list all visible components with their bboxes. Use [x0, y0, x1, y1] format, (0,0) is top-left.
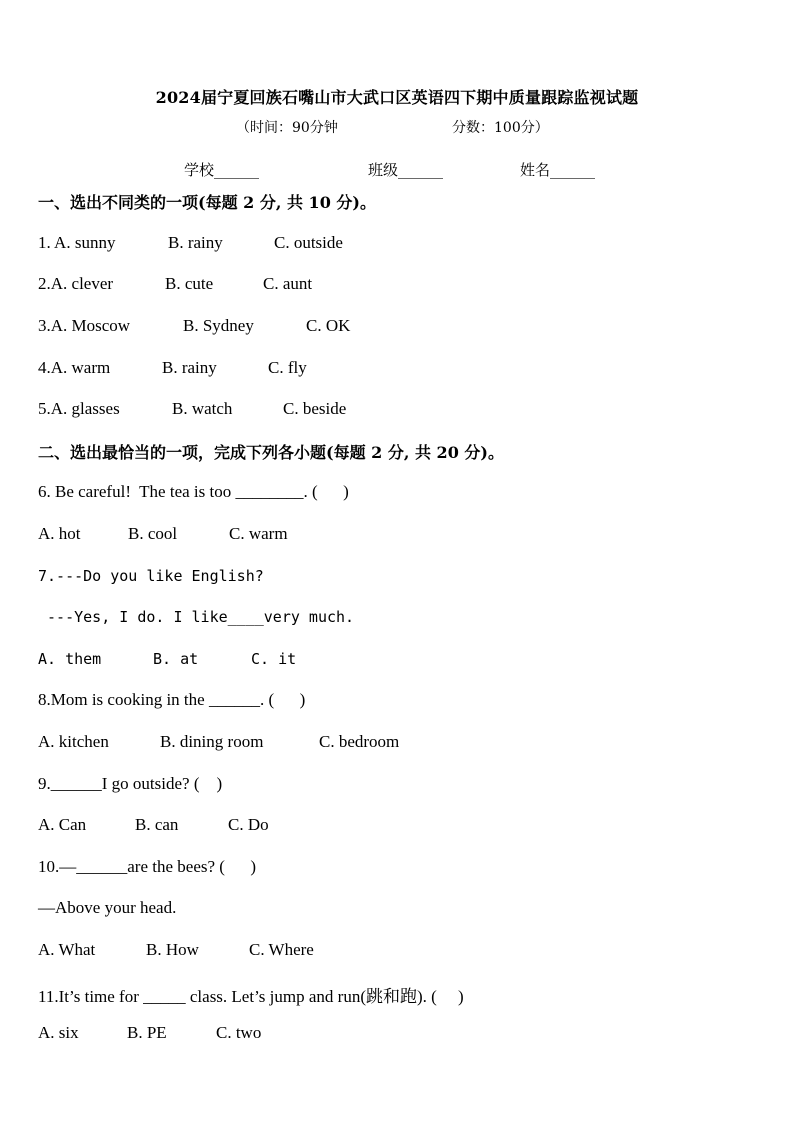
q2-option-a: 2.A. clever — [38, 274, 114, 293]
q4-option-c: C. fly — [268, 358, 307, 377]
q9-stem: 9.______I go outside? ( ) — [38, 774, 223, 793]
q9-option-c: C. Do — [228, 815, 269, 834]
q7-option-a: A. them — [38, 650, 102, 668]
exam-score: 分数：100分） — [452, 120, 549, 136]
q10-line2: —Above your head. — [38, 898, 177, 917]
q3-option-c: C. OK — [306, 316, 351, 335]
q10-line1: 10.—______are the bees? ( ) — [38, 857, 257, 876]
q8-stem: 8.Mom is cooking in the ______. ( ) — [38, 690, 306, 709]
q8-option-a: A. kitchen — [38, 732, 109, 751]
q11-option-b: B. PE — [127, 1023, 167, 1042]
q11-stem: 11.It’s time for _____ class. Let’s jump and run(跳和跑). ( ) — [38, 987, 464, 1006]
school-field: 学校______ — [184, 161, 260, 179]
q7-option-c: C. it — [251, 650, 297, 668]
section2-heading: 二、选出最恰当的一项，完成下列各小题(每题 2 分, 共 20 分)。 — [38, 443, 504, 462]
q8-option-c: C. bedroom — [319, 732, 400, 751]
q5-option-b: B. watch — [172, 399, 233, 418]
q11-option-a: A. six — [38, 1023, 79, 1042]
q10-option-b: B. How — [146, 940, 199, 959]
q7-line2: ---Yes, I do. I like____very much. — [38, 608, 355, 626]
q1-option-b: B. rainy — [168, 233, 223, 252]
q7-line1: 7.---Do you like English? — [38, 567, 264, 585]
q3-option-a: 3.A. Moscow — [38, 316, 131, 335]
q2-option-c: C. aunt — [263, 274, 313, 293]
class-field: 班级______ — [368, 161, 444, 179]
q11-option-c: C. two — [216, 1023, 262, 1042]
q9-option-b: B. can — [135, 815, 179, 834]
q6-stem: 6. Be careful! The tea is too ________. ( ) — [38, 482, 349, 501]
q8-option-b: B. dining room — [160, 732, 264, 751]
q7-option-b: B. at — [153, 650, 199, 668]
name-field: 姓名______ — [520, 161, 596, 179]
q1-option-c: C. outside — [274, 233, 343, 252]
q3-option-b: B. Sydney — [183, 316, 254, 335]
section1-heading: 一、选出不同类的一项(每题 2 分, 共 10 分)。 — [38, 193, 376, 212]
q4-option-a: 4.A. warm — [38, 358, 111, 377]
q5-option-c: C. beside — [283, 399, 347, 418]
exam-title: 2024届宁夏回族石嘴山市大武口区英语四下期中质量跟踪监视试题 — [155, 88, 639, 107]
exam-time: （时间：90分钟 — [236, 120, 338, 136]
q2-option-b: B. cute — [165, 274, 214, 293]
q1-option-a: 1. A. sunny — [38, 233, 116, 252]
q6-option-a: A. hot — [38, 524, 81, 543]
q5-option-a: 5.A. glasses — [38, 399, 120, 418]
q9-option-a: A. Can — [38, 815, 87, 834]
q6-option-c: C. warm — [229, 524, 288, 543]
q10-option-a: A. What — [38, 940, 96, 959]
q10-option-c: C. Where — [249, 940, 314, 959]
q4-option-b: B. rainy — [162, 358, 217, 377]
q6-option-b: B. cool — [128, 524, 178, 543]
